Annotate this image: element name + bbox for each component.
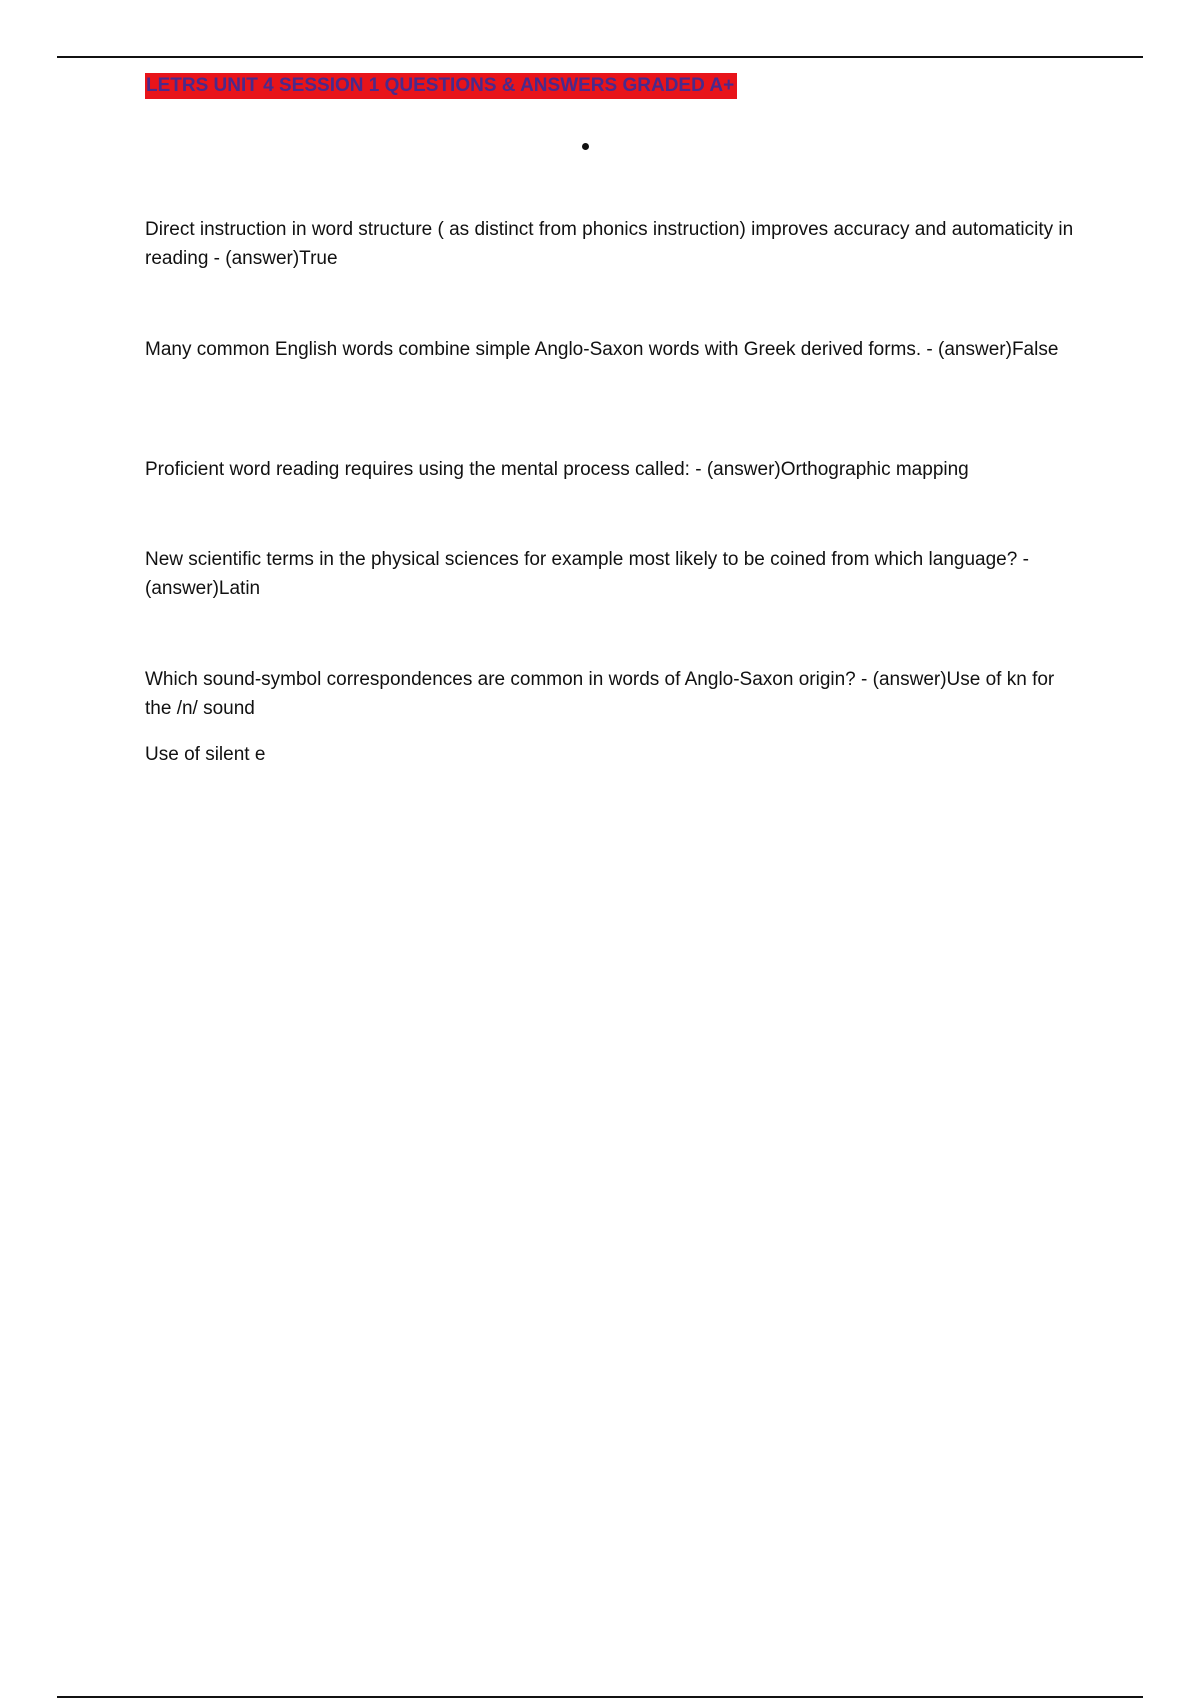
- footer-rule: [57, 1696, 1143, 1698]
- answer-continuation: Use of silent e: [145, 744, 266, 765]
- question-answer-4: New scientific terms in the physical sciences for example most likely to be coined from which language? - (answer)Latin: [145, 549, 1029, 599]
- header-rule: [57, 56, 1143, 58]
- question-answer-5: Which sound-symbol correspondences are common in words of Anglo-Saxon origin? - (answer)Use of kn for the /n/ sound: [145, 669, 1055, 719]
- question-answer-1: Direct instruction in word structure ( as distinct from phonics instruction) improves accuracy and automaticity in reading - (answer)True: [145, 219, 1074, 269]
- bullet-icon: [582, 143, 589, 150]
- question-answer-3: Proficient word reading requires using the mental process called: - (answer)Orthographic mapping: [145, 459, 969, 480]
- question-answer-2: Many common English words combine simple Anglo-Saxon words with Greek derived forms. - (answer)False: [145, 339, 1059, 360]
- title-block: [145, 73, 737, 99]
- document-title: LETRS UNIT 4 SESSION 1 QUESTIONS & ANSWERS GRADED A+: [145, 73, 737, 99]
